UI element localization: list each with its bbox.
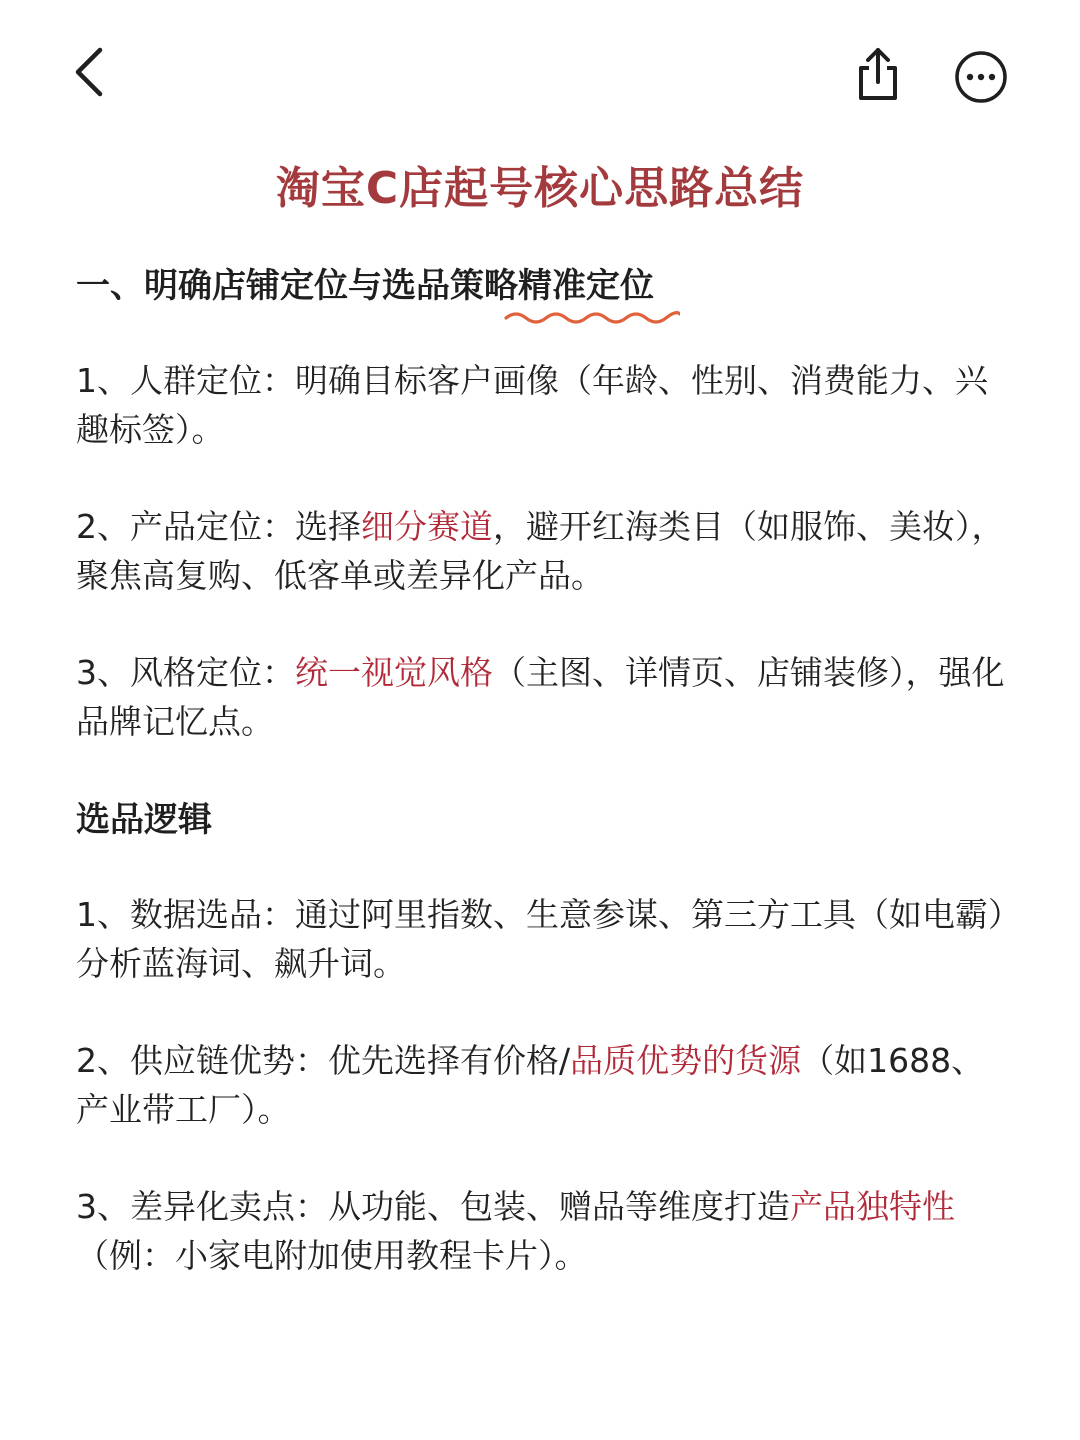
highlight-text: 品质优势的货源 xyxy=(570,1041,802,1080)
top-nav-bar xyxy=(0,0,1080,150)
article-body xyxy=(76,258,1006,1280)
more-options-button[interactable] xyxy=(952,48,1010,106)
section1-heading xyxy=(76,258,1006,314)
highlight-text: 细分赛道 xyxy=(361,507,493,546)
item-text: 2、供应链优势：优先选择有价格/ xyxy=(76,1041,571,1080)
section1-item-1: 1、人群定位：明确目标客户画像（年龄、性别、消费能力、兴趣标签）。 xyxy=(76,361,988,449)
back-button[interactable] xyxy=(66,44,116,100)
highlight-text: 产品独特性 xyxy=(790,1187,955,1226)
more-icon xyxy=(952,48,1010,106)
share-icon xyxy=(850,44,906,104)
section2-item-3 xyxy=(76,1182,1006,1280)
item-text: 3、差异化卖点：从功能、包装、赠品等维度打造 xyxy=(76,1187,790,1226)
item-text: （如1688、产业带工厂）。 xyxy=(76,1041,985,1129)
item-text: （主图、详情页、店铺装修），强化品牌记忆点。 xyxy=(76,653,1005,741)
item-text: 3、风格定位： xyxy=(76,653,295,692)
page-title: 淘宝C店起号核心思路总结 xyxy=(275,163,805,214)
highlight-text: 统一视觉风格 xyxy=(295,653,493,692)
section2-item-2 xyxy=(76,1036,1006,1134)
item-text: 2、产品定位：选择 xyxy=(76,507,361,546)
item-text: ，避开红海类目（如服饰、美妆），聚焦高复购、低客单或差异化产品。 xyxy=(76,507,1005,595)
section1-item-3 xyxy=(76,648,1006,746)
item-text: （例：小家电附加使用教程卡片）。 xyxy=(76,1236,588,1275)
chevron-left-icon xyxy=(66,44,116,100)
wavy-underline-icon xyxy=(504,308,680,324)
section2-heading: 选品逻辑 xyxy=(76,800,212,840)
marked-phrase xyxy=(518,258,654,314)
marked-phrase-text: 精准定位 xyxy=(518,266,654,306)
section1-heading-text: 一、明确店铺定位与选品策略 xyxy=(76,266,518,306)
section1-item-2 xyxy=(76,502,1006,600)
section2-item-1: 1、数据选品：通过阿里指数、生意参谋、第三方工具（如电霸）分析蓝海词、飙升词。 xyxy=(76,895,1005,983)
share-button[interactable] xyxy=(850,44,906,104)
